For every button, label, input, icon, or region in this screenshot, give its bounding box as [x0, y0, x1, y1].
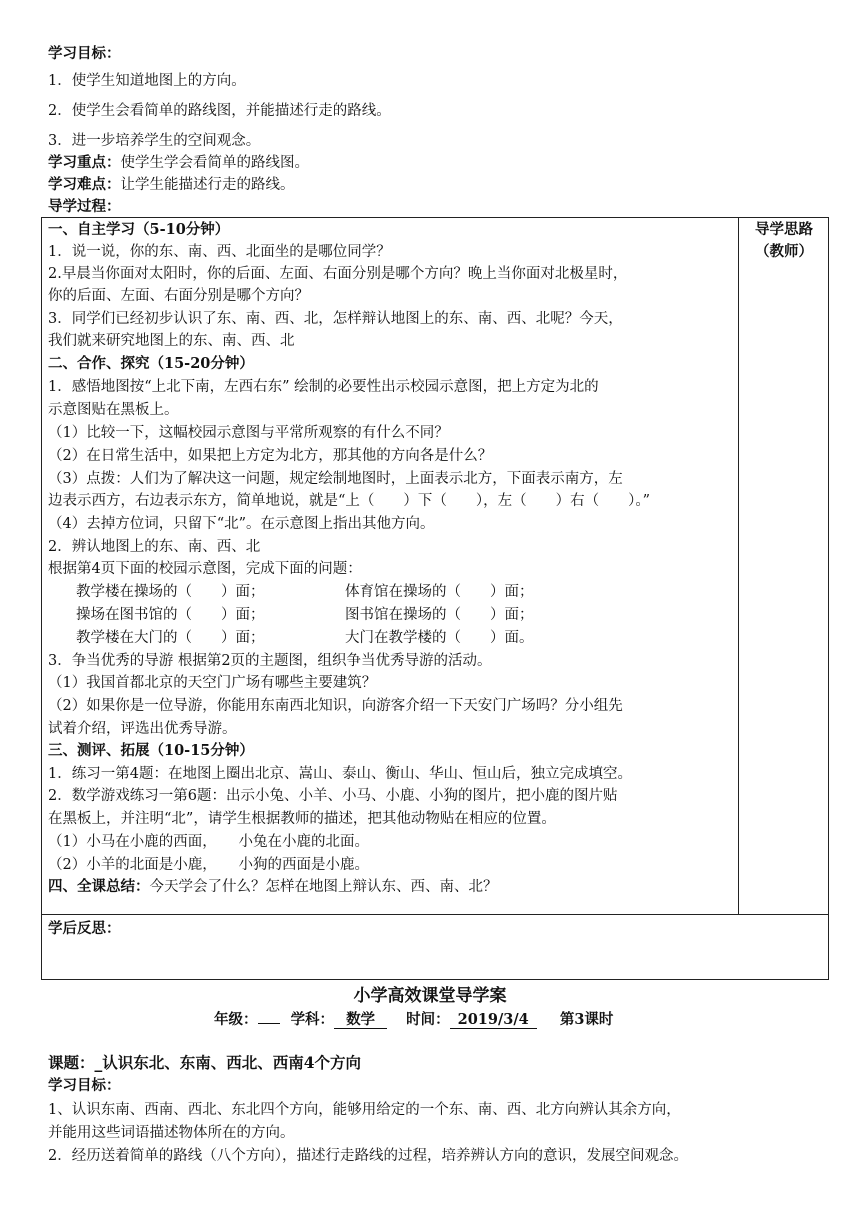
fill-blank-item: 操场在图书馆的（ ）面； [76, 607, 265, 623]
section-line: 1．练习一第4题：在地图上圈出北京、嵩山、泰山、衡山、华山、恒山后，独立完成填空。 [48, 766, 632, 782]
section-line: 边表示西方，右边表示东方，简单地说，就是“上（ ）下（ ），左（ ）右（ ）。” [48, 493, 651, 509]
section-line: 2．辨认地图上的东、南、西、北 [48, 539, 261, 555]
section-line: 2.早晨当你面对太阳时，你的后面、左面、右面分别是哪个方向？晚上当你面对北极星时， [48, 266, 628, 282]
objective-item: 2．经历送着简单的路线（八个方向），描述行走路线的过程，培养辨认方向的意识，发展空间观念。 [48, 1148, 688, 1164]
key-point [48, 153, 309, 173]
table-row-divider [41, 914, 829, 915]
side-column-header: 导学思路 [755, 221, 813, 238]
fill-blank-item: 图书馆在操场的（ ）面； [345, 607, 534, 623]
next-page-title: 小学高效课堂导学案 [353, 986, 507, 1006]
fill-blank-item: 教学楼在操场的（ ）面； [76, 584, 265, 600]
section-line: 在黑板上，并注明“北”，请学生根据教师的描述，把其他动物贴在相应的位置。 [48, 811, 556, 827]
difficulty-label: 学习难点： [48, 176, 121, 193]
section-title: 三、测评、拓展（10-15分钟） [48, 742, 254, 759]
section-line: 示意图贴在黑板上。 [48, 402, 179, 418]
subject-label: 学科： [290, 1011, 335, 1028]
section-line: 2．数学游戏练习一第6题：出示小兔、小羊、小马、小鹿、小狗的图片，把小鹿的图片贴 [48, 788, 618, 804]
section-line: 试着介绍，评选出优秀导游。 [48, 721, 237, 737]
difficulty-text: 让学生能描述行走的路线。 [120, 177, 295, 193]
section-line: （2）在日常生活中，如果把上方定为北方，那其他的方向各是什么？ [48, 448, 493, 464]
lesson-meta [214, 1010, 613, 1030]
fill-blank-item: 大门在教学楼的（ ）面。 [345, 630, 534, 646]
section-line: （3）点拨：人们为了解决这一问题，规定绘制地图时，上面表示北方，下面表示南方，左 [48, 471, 623, 487]
objectives-heading: 学习目标： [48, 45, 121, 62]
objective-item: 1．使学生知道地图上的方向。 [48, 73, 246, 89]
section-title: 四、全课总结： [48, 878, 150, 895]
section-line: （1）我国首都北京的天空门广场有哪些主要建筑？ [48, 675, 377, 691]
section-line: 1．感悟地图按“上北下南，左西右东” 绘制的必要性出示校园示意图，把上方定为北的 [48, 379, 599, 395]
section-line: （1）小马在小鹿的西面， 小兔在小鹿的北面。 [48, 834, 369, 850]
section-title: 二、合作、探究（15-20分钟） [48, 355, 254, 372]
section-line: （1）比较一下，这幅校园示意图与平常所观察的有什么不同？ [48, 425, 449, 441]
section-line: 1．说一说，你的东、南、西、北面坐的是哪位同学？ [48, 244, 391, 260]
grade-label: 年级： [214, 1011, 258, 1028]
side-column-subheader: （教师） [755, 243, 813, 260]
section-line: 3．争当优秀的导游 根据第2页的主题图，组织争当优秀导游的活动。 [48, 653, 492, 669]
process-heading: 导学过程： [48, 198, 121, 215]
summary-text: 今天学会了什么？怎样在地图上辩认东、西、南、北？ [149, 879, 498, 895]
objective-item: 并能用这些词语描述物体所在的方向。 [48, 1125, 295, 1141]
table-column-divider [738, 217, 739, 914]
topic-label: 课题： [48, 1053, 95, 1072]
reflection-label: 学后反思： [48, 920, 121, 937]
lesson-number: 第3课时 [559, 1011, 614, 1028]
section-line: 我们就来研究地图上的东、南、西、北 [48, 333, 295, 349]
objective-item: 1、认识东南、西南、西北、东北四个方向，能够用给定的一个东、南、西、北方向辨认其余方向， [48, 1102, 681, 1118]
section-line: （2）小羊的北面是小鹿， 小狗的西面是小鹿。 [48, 857, 369, 873]
time-label: 时间： [406, 1011, 450, 1028]
topic-line [48, 1053, 361, 1073]
section-line: （2）如果你是一位导游，你能用东南西北知识，向游客介绍一下天安门广场吗？分小组先 [48, 698, 623, 714]
section-line: （4）去掉方位词，只留下“北”。在示意图上指出其他方向。 [48, 516, 435, 532]
grade-value [258, 1023, 280, 1024]
fill-blank-item: 教学楼在大门的（ ）面； [76, 630, 265, 646]
key-point-text: 使学生学会看简单的路线图。 [120, 155, 309, 171]
topic-value: _认识东北、东南、西北、西南4个方向 [94, 1053, 362, 1072]
summary-line [48, 877, 498, 897]
section-title: 一、自主学习（5-10分钟） [48, 221, 230, 238]
difficulty-point [48, 175, 295, 195]
objectives-heading: 学习目标： [48, 1077, 121, 1094]
section-line: 你的后面、左面、右面分别是哪个方向？ [48, 288, 309, 304]
fill-blank-item: 体育馆在操场的（ ）面； [345, 584, 534, 600]
objective-item: 2．使学生会看简单的路线图，并能描述行走的路线。 [48, 103, 391, 119]
section-line: 根据第4页下面的校园示意图，完成下面的问题： [48, 561, 362, 577]
time-value: 2019/3/4 [450, 1012, 537, 1029]
section-line: 3．同学们已经初步认识了东、南、西、北，怎样辩认地图上的东、南、西、北呢？今天， [48, 311, 623, 327]
subject-value: 数学 [334, 1012, 387, 1029]
key-point-label: 学习重点： [48, 154, 121, 171]
objective-item: 3．进一步培养学生的空间观念。 [48, 133, 261, 149]
